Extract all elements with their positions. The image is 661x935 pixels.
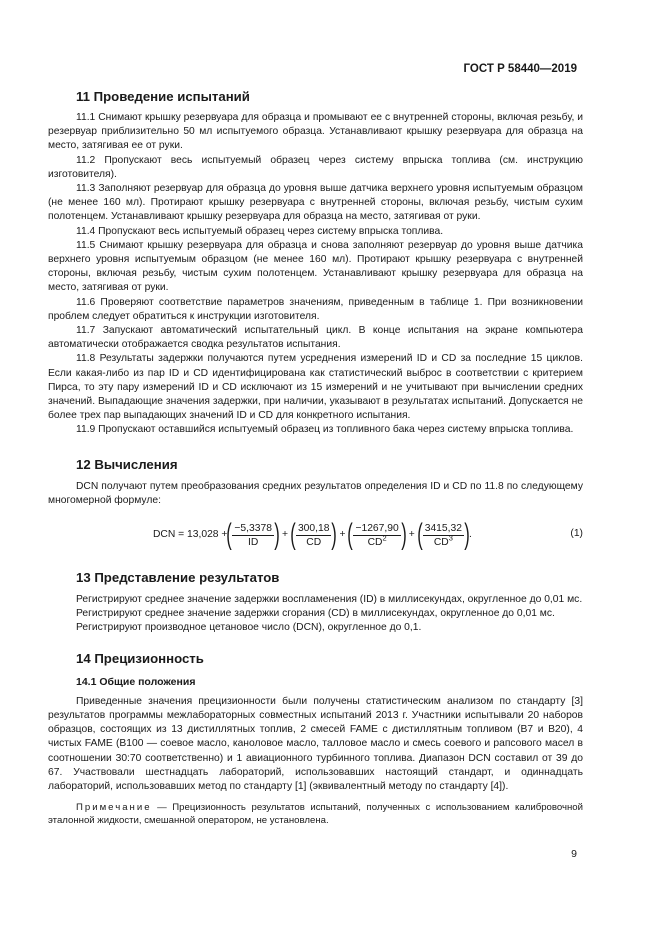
paragraph-11-9: 11.9 Пропускают оставшийся испытуемый образец из топливного бака через систему впрыска топлива. [76, 424, 574, 436]
page-number: 9 [571, 848, 577, 860]
paragraph-13-3: Регистрируют производное цетановое число (DCN), округленное до 0,1. [76, 622, 422, 634]
paragraph-11-6: 11.6 Проверяют соответствие параметров значениям, приведенным в таблице 1. При возникновении проблем следует обратиться к инструкции изготовителя. [48, 296, 583, 322]
section-14-title: 14 Прецизионность [76, 650, 204, 666]
formula-1 [48, 513, 583, 557]
term-4: $\frac{3415,32}{CD^3}$ [424, 522, 462, 548]
section-11-body [48, 111, 583, 438]
formula-number: (1) [570, 528, 583, 540]
section-11-title: 11 Проведение испытаний [76, 89, 250, 104]
term-2: $\frac{300,18}{CD}$ [297, 522, 330, 548]
section-12-title: 12 Вычисления [76, 456, 178, 472]
section-13-title: 13 Представление результатов [76, 570, 280, 586]
paragraph-13-1: Регистрируют среднее значение задержки воспламенения (ID) в миллисекундах, округленное до 0,01 мс. [76, 594, 583, 606]
term-3: $\frac{-1267,90}{CD^2}$ [355, 522, 399, 548]
note [48, 801, 583, 827]
paragraph-11-2: 11.2 Пропускают весь испытуемый образец через систему впрыска топлива (см. инструкцию изготовителя). [48, 154, 583, 180]
document-standard-number: ГОСТ Р 58440—2019 [463, 63, 577, 75]
paragraph-11-4: 11.4 Пропускают весь испытуемый образец через систему впрыска топлива. [76, 225, 444, 237]
term-1: $\frac{-5,3378}{ID}$ [234, 522, 272, 548]
note-text: — Прецизионность результатов испытаний, полученных с использованием калибровочной эталонной жидкости, смешанной оператором, не установлена. [48, 802, 583, 827]
paragraph-14-1: Приведенные значения прецизионности были получены статистическим анализом по стандарту [3] результатов программы межлабораторных совместных испытаний 2013 г. Участники испытывали 20 наборов образцов, состоящих из 13 дистиллятных топлив, 2 смесей FAME с дистиллятным топливом (B7 и B20), 4 чистых FAME (B100 — соевое масло, каноловое масло, талловое масло и смесь соевого и рапсового масел в соотношении 30:70 соответственно) и 1 авиационного турбинного топлива. Диапазон DCN составил от 39 до 67. Участвовали шестнадцать лабораторий, использовавших настоящий стандарт, и одиннадцать лабораторий, использовавших метод по стандарту [1] (эквивалентный методу по стандарту [4]). [48, 695, 583, 792]
paragraph-11-3: 11.3 Заполняют резервуар для образца до уровня выше датчика верхнего уровня испытуемым образцом (не менее 160 мл). Протирают крышку резервуара с внутренней стороны, включая резьбу, чистым сухим полотенцем. Устанавливают крышку резервуара для образца на место, затягивая от руки. [48, 183, 583, 223]
paragraph-11-8: 11.8 Результаты задержки получаются путем усреднения измерений ID и CD за последние 15 циклов. Если какая-либо из пар ID и CD идентифицирована как статистический выброс в соответствии с критерием Пирса, то эту пару измерений ID и CD исключают из 15 измерений и не учитывают при вычислении средних значений. Выпадающие значения задержки, при наличии, указывают в результатах испытаний. Допускается не более трех пар выпадающих значений ID и CD для конкретного испытания. [48, 353, 583, 422]
paragraph-13-2: Регистрируют среднее значение задержки сгорания (CD) в миллисекундах, округленное до 0,01 мс. [76, 608, 555, 620]
document-body [48, 88, 583, 827]
note-label: Примечание [76, 802, 152, 814]
paragraph-11-1: 11.1 Снимают крышку резервуара для образца и промывают ее с внутренней стороны, включая резьбу, и резервуар приблизительно 50 мл испытуемого образца. Устанавливают крышку резервуара для образца на место, затягивая ее от руки. [48, 112, 583, 152]
paragraph-11-5: 11.5 Снимают крышку резервуара для образца и снова заполняют резервуар до уровня выше датчика верхнего уровня испытуемым образцом (не менее 160 мл). Протирают крышку резервуара с внутренней стороны, включая резьбу, чистым сухим полотенцем. Устанавливают крышку резервуара для образца на место, затягивая от руки. [48, 239, 583, 294]
formula-lhs: DCN = 13,028 + [153, 528, 228, 540]
dcn-formula: DCN = 13,028 + ( $\frac{-5,3378}{ID}$ ) + ( $\frac{300,18}{CD}$ ) + ( $\frac{-1267,90}{CD^2}$ ) + ( $\frac{3415,32}{CD^3}$ ) . [153, 518, 472, 552]
paragraph-11-7: 11.7 Запускают автоматический испытательный цикл. В конце испытания на экране компьютера автоматически отображается сводка результатов испытания. [48, 325, 583, 351]
section-12-intro: DCN получают путем преобразования средних результатов определения ID и CD по 11.8 по следующему многомерной формуле: [48, 480, 583, 506]
section-14-1-title: 14.1 Общие положения [76, 675, 196, 688]
